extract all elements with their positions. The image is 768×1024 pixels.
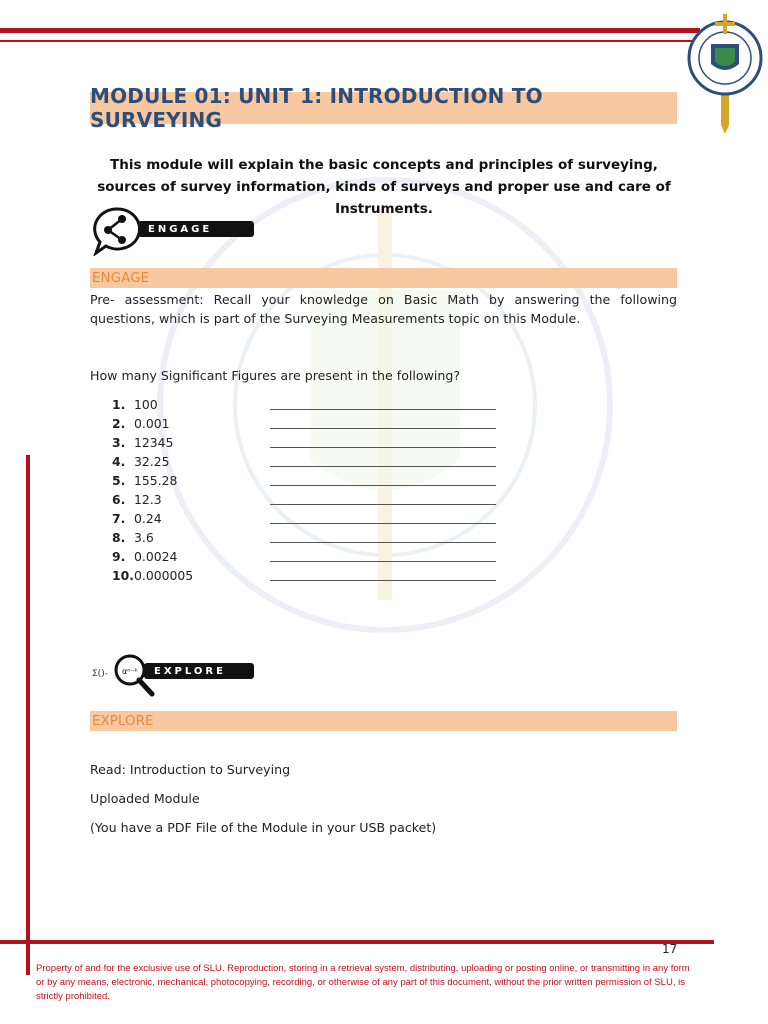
left-margin-rule bbox=[26, 455, 30, 975]
section-header-explore: EXPLORE bbox=[90, 711, 677, 731]
list-item: 5. 155.28 bbox=[112, 471, 193, 490]
explore-uploaded: Uploaded Module bbox=[90, 791, 200, 806]
svg-text:Σ()-: Σ()- bbox=[92, 669, 108, 679]
list-item: 6. 12.3 bbox=[112, 490, 193, 509]
answer-line[interactable] bbox=[270, 504, 496, 505]
top-rule-thin bbox=[0, 40, 700, 42]
list-item: 7. 0.24 bbox=[112, 509, 193, 528]
list-item: 10. 0.000005 bbox=[112, 566, 193, 585]
copyright-notice: Property of and for the exclusive use of SLU. Reproduction, storing in a retrieval system, distributing, uploading or posting online, or transmitting in any form or by any means, electronic, mechanical, photocopying, recording, or otherwise of any part of this document, without the prior written permission of SLU, is strictly prohibited. bbox=[36, 963, 690, 1002]
explore-read: Read: Introduction to Surveying bbox=[90, 762, 291, 777]
sig-fig-list bbox=[112, 395, 193, 585]
answer-line[interactable] bbox=[270, 523, 496, 524]
answer-line[interactable] bbox=[270, 542, 496, 543]
module-title: MODULE 01: UNIT 1: INTRODUCTION TO SURVEYING bbox=[90, 92, 677, 124]
bottom-rule bbox=[0, 940, 714, 944]
list-item: 9. 0.0024 bbox=[112, 547, 193, 566]
answer-line[interactable] bbox=[270, 580, 496, 581]
page-number: 17 bbox=[662, 942, 678, 956]
answer-line[interactable] bbox=[270, 485, 496, 486]
engage-question: How many Significant Figures are present in the following? bbox=[90, 368, 461, 383]
answer-line[interactable] bbox=[270, 466, 496, 467]
section-header-engage: ENGAGE bbox=[90, 268, 677, 288]
explore-note: (You have a PDF File of the Module in your USB packet) bbox=[90, 820, 437, 835]
engage-badge-label: ENGAGE bbox=[138, 221, 254, 237]
share-chat-icon bbox=[92, 206, 144, 256]
answer-line[interactable] bbox=[270, 447, 496, 448]
answer-line[interactable] bbox=[270, 561, 496, 562]
engage-pre-assessment: Pre- assessment: Recall your knowledge on Basic Math by answering the following questions, which is part of the Surveying Measurements topic on this Module. bbox=[90, 292, 677, 326]
svg-text:αⁿ⁻ᵏ: αⁿ⁻ᵏ bbox=[122, 667, 139, 676]
list-item: 3. 12345 bbox=[112, 433, 193, 452]
top-rule-thick bbox=[0, 28, 700, 33]
engage-badge bbox=[92, 206, 257, 256]
university-logo bbox=[685, 10, 765, 135]
answer-line[interactable] bbox=[270, 409, 496, 410]
list-item: 1. 100 bbox=[112, 395, 193, 414]
list-item: 2. 0.001 bbox=[112, 414, 193, 433]
list-item: 8. 3.6 bbox=[112, 528, 193, 547]
explore-badge-label: EXPLORE bbox=[144, 663, 254, 679]
explore-badge bbox=[92, 650, 257, 700]
answer-line[interactable] bbox=[270, 428, 496, 429]
module-intro: This module will explain the basic concepts and principles of surveying, sources of survey information, kinds of surveys and proper use and care of Instruments. bbox=[97, 157, 671, 217]
list-item: 4. 32.25 bbox=[112, 452, 193, 471]
